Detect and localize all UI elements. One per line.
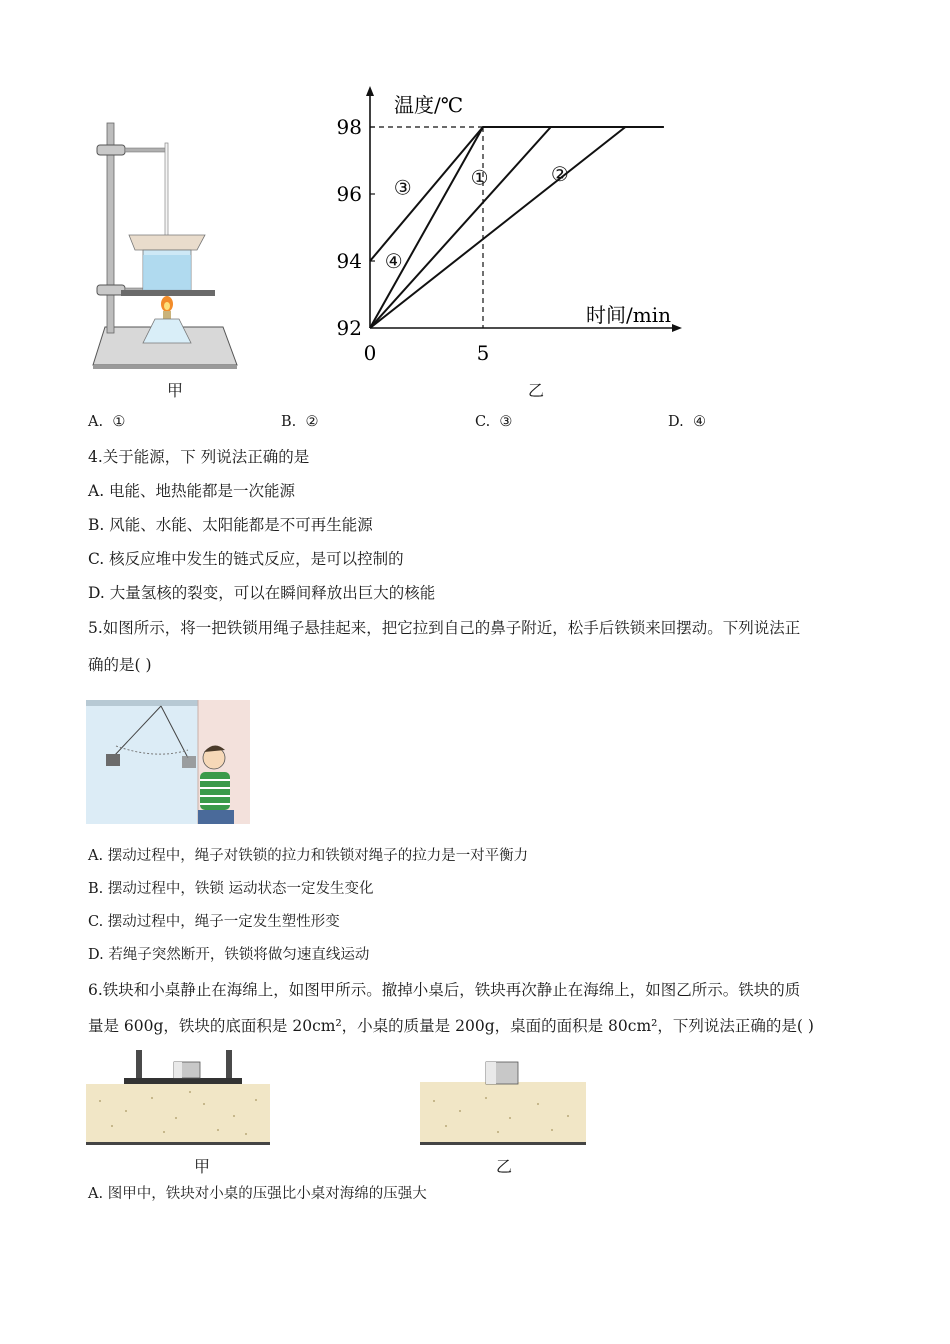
apparatus-figure	[85, 115, 245, 375]
y-axis-arrow	[366, 86, 374, 96]
figure-caption-q6-yi: 乙	[496, 1157, 513, 1176]
x-axis-arrow	[672, 324, 682, 332]
figure-caption-jia: 甲	[167, 381, 184, 400]
q5-stem-line1: 5.如图所示，将一把铁锁用绳子悬挂起来，把它拉到自己的鼻子附近，松手后铁锁来回摆动。下列说法正	[88, 619, 801, 637]
sponge-table-drawing	[86, 1046, 270, 1148]
q3-option-a: A. ①	[88, 414, 126, 430]
q4-option-c: C. 核反应堆中发生的链式反应，是可以控制的	[88, 550, 404, 568]
temperature-chart	[330, 82, 690, 372]
y-tick-label: 96	[336, 182, 362, 206]
q3-option-c: C. ③	[475, 414, 513, 430]
sponge-block-drawing	[420, 1046, 586, 1148]
q3-option-d: D. ④	[668, 414, 706, 430]
pendulum-figure	[86, 700, 250, 824]
q4-option-a: A. 电能、地热能都是一次能源	[88, 482, 296, 500]
q4-stem: 4.关于能源，下 列说法正确的是	[88, 448, 310, 466]
sponge-block-figure	[420, 1046, 586, 1148]
figure-caption-q6-jia: 甲	[194, 1157, 211, 1176]
q5-option-a: A. 摆动过程中，绳子对铁锁的拉力和铁锁对绳子的拉力是一对平衡力	[88, 848, 529, 864]
q6-stem-line2: 量是 600g，铁块的底面积是 20cm²，小桌的质量是 200g，桌面的面积是 80cm²，下列说法正确的是( )	[88, 1017, 814, 1035]
q4-option-b: B. 风能、水能、太阳能都是不可再生能源	[88, 516, 373, 534]
q6-option-a: A. 图甲中，铁块对小桌的压强比小桌对海绵的压强大	[88, 1186, 427, 1202]
q3-option-b: B. ②	[281, 414, 319, 430]
series-label-2: ②	[550, 161, 569, 186]
sponge-table-figure	[86, 1046, 270, 1148]
q5-stem-line2: 确的是( )	[88, 656, 152, 674]
series-line-3	[370, 127, 483, 261]
x-axis-label: 时间/min	[586, 303, 671, 327]
pendulum-drawing	[86, 700, 250, 824]
x-tick-label: 0	[363, 341, 377, 365]
apparatus-drawing	[85, 115, 245, 375]
q4-option-d: D. 大量氢核的裂变，可以在瞬间释放出巨大的核能	[88, 584, 436, 602]
series-label-4: ④	[384, 249, 403, 273]
q5-option-d: D. 若绳子突然断开，铁锁将做匀速直线运动	[88, 947, 370, 963]
y-tick-label: 92	[336, 316, 362, 340]
y-tick-label: 94	[336, 249, 362, 273]
q5-option-b: B. 摆动过程中，铁锁 运动状态一定发生变化	[88, 881, 374, 897]
figure-caption-yi: 乙	[528, 381, 545, 400]
y-axis-label: 温度/℃	[394, 93, 464, 117]
q6-stem-line1: 6.铁块和小桌静止在海绵上，如图甲所示。撤掉小桌后，铁块再次静止在海绵上，如图乙所示。铁块的质	[88, 981, 801, 999]
y-tick-label: 98	[336, 115, 362, 139]
series-line-2	[370, 127, 664, 328]
chart-canvas	[330, 82, 690, 372]
x-tick-label: 5	[476, 341, 490, 365]
series-label-1: ①	[470, 165, 489, 190]
series-label-3: ③	[393, 175, 412, 200]
series-line-1	[370, 127, 664, 328]
q5-option-c: C. 摆动过程中，绳子一定发生塑性形变	[88, 914, 340, 930]
